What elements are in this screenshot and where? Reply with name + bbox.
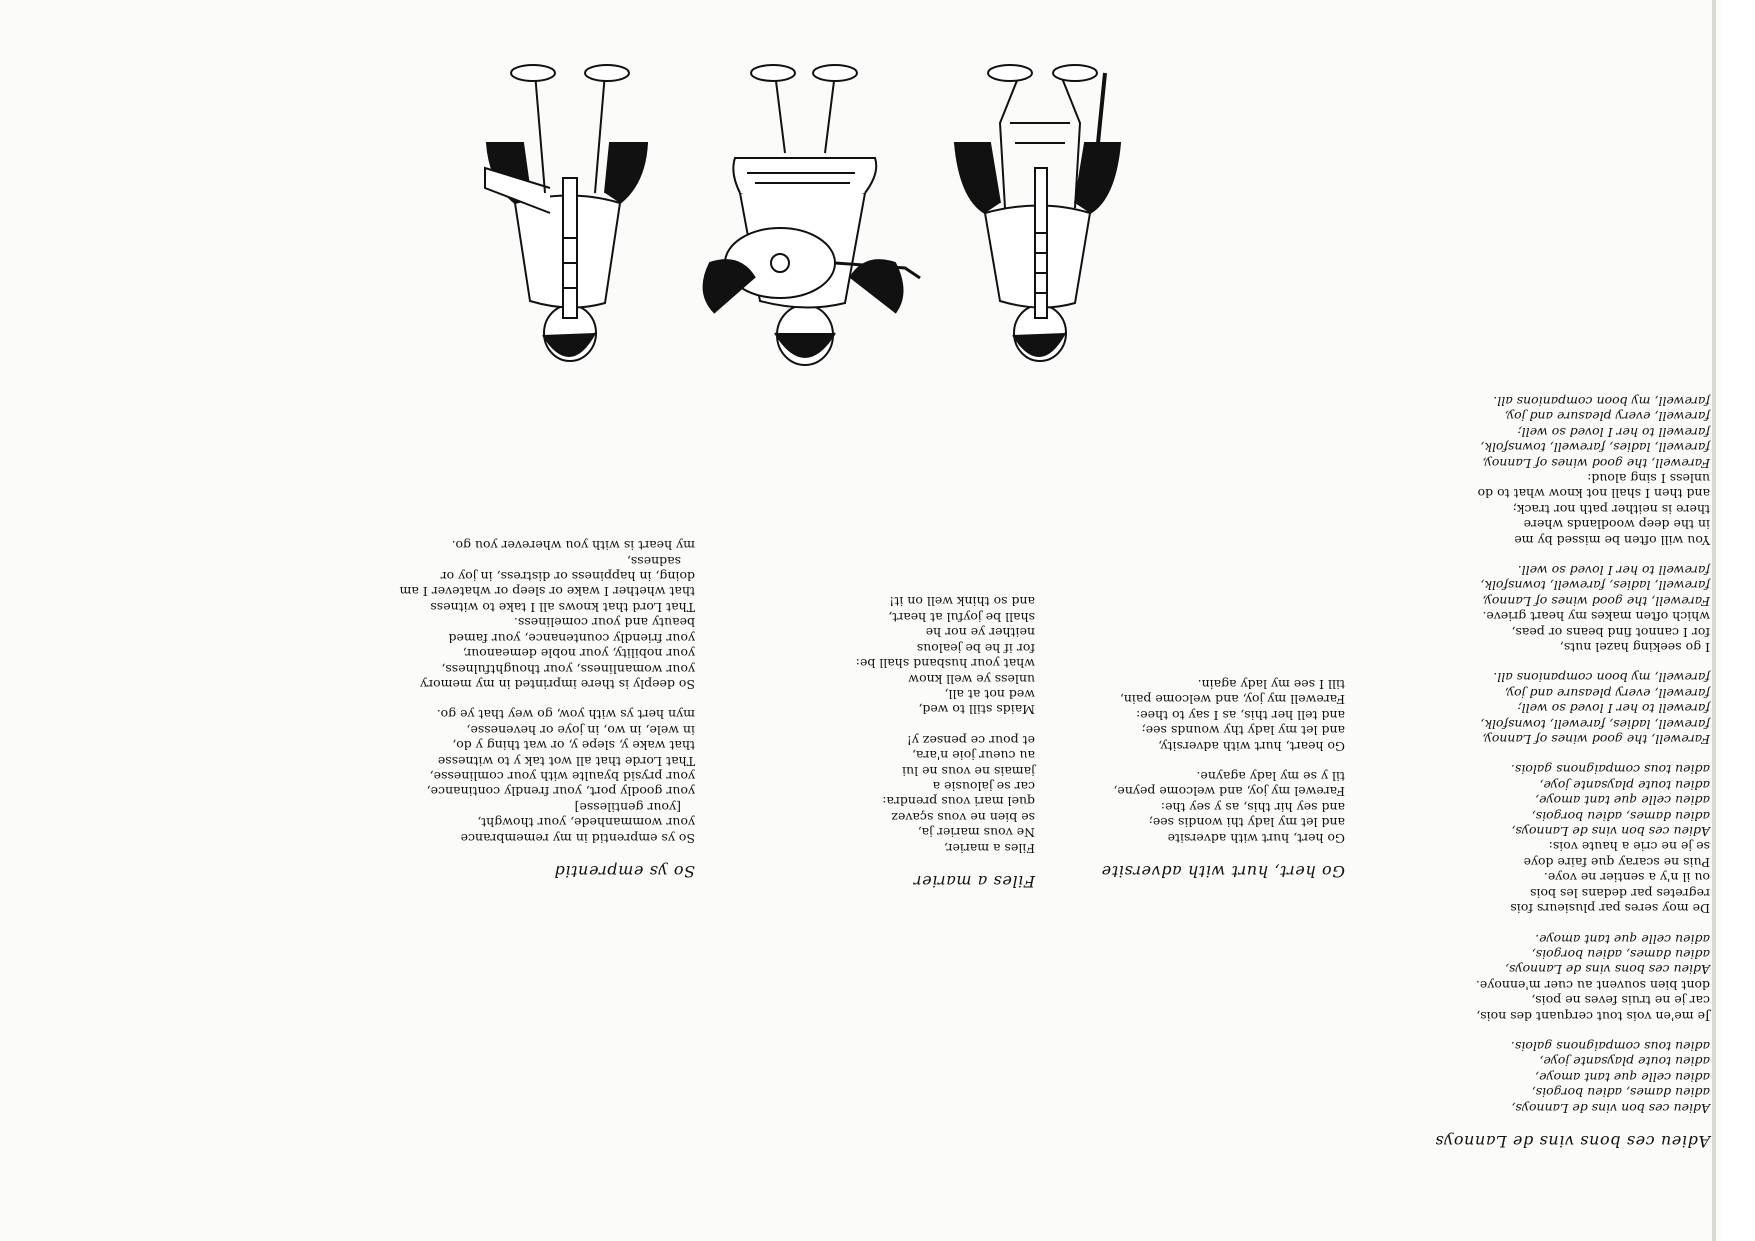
verse-line: That Lorde that all wot tak y to witnesse (437, 753, 695, 769)
verse-line: my heart is with you wherever you go. (451, 538, 695, 554)
verse-line: your wommanhede, your thowght, (477, 815, 695, 831)
stanza (856, 732, 1035, 855)
verse-line: farewell, my boon companions all. (1493, 670, 1710, 686)
lute-player-figure (704, 65, 920, 365)
verse-line: farewell, every pleasure and joy, (1504, 685, 1710, 701)
stanza-gap (1435, 655, 1710, 670)
verse-line: and let my lady thy wounds see; (1141, 723, 1345, 739)
verse-line: adieu dames, adieu borgois, (1531, 1085, 1710, 1101)
verse-line: Farewell, the good wines of Lannoy, (1482, 455, 1710, 471)
verse-line: shall be joyful at heart, (888, 609, 1035, 625)
verse-line: for I cannot find beans or peas, (1511, 624, 1710, 640)
verse-line: Farewell, the good wines of Lannoy, (1482, 732, 1710, 748)
verse-line: se bien ne vous sçavez (891, 809, 1035, 825)
verse-line: your friendly countenance, your famed (448, 630, 695, 646)
verse-line: your goodly port, your frendly continance, (426, 784, 695, 800)
verse-line: dont bien souvent au cuer m'ennoye. (1475, 977, 1710, 993)
verse-line: myn hert ys with yow, go wey that ye go. (436, 707, 695, 723)
poem-so-ys-emprentid (400, 538, 695, 879)
stanza (400, 707, 695, 846)
verse-line: De moy seres par plusieurs fois (1510, 901, 1710, 917)
stanza (1435, 762, 1710, 916)
stanza (1435, 563, 1710, 655)
recorder-player-figure (955, 65, 1120, 361)
verse-line: ou il n'y a sentier ne voye. (1543, 870, 1710, 886)
verse-line: and sey hir this, as y sey the: (1160, 799, 1345, 815)
verse-line: farewell, ladies, farewell, townsfolk, (1480, 716, 1710, 732)
stanza (1435, 1039, 1710, 1116)
verse-line: in the deep woodlands where (1523, 517, 1710, 533)
poem-files-a-marier (856, 594, 1035, 889)
verse-line: se je ne crie a haute vois: (1548, 839, 1710, 855)
verse-line: farewell to her I loved so well. (1517, 563, 1710, 578)
shawm-player-figure (485, 65, 647, 361)
verse-line: farewell, ladies, farewell, townsfolk, (1480, 440, 1710, 456)
stanza (1435, 931, 1710, 1023)
verse-line: in wele, in wo, in joye or hevenesse, (466, 722, 695, 738)
stanza (1435, 670, 1710, 747)
verse-line: Adieu ces bon vins de Lannoys, (1511, 824, 1710, 840)
verse-line: Files a marier, (943, 840, 1035, 856)
verse-line: You will often be missed by me (1514, 532, 1710, 548)
stanza-gap (1435, 916, 1710, 931)
verse-line: and then I shall not know what to do (1477, 486, 1710, 502)
stanza (856, 594, 1035, 717)
verse-line: and tell her this, as I say to thee: (1136, 707, 1345, 723)
stanza-gap (1101, 754, 1345, 769)
verse-line: farewell, my boon companions all. (1493, 393, 1710, 409)
verse-line: unless ye well know (908, 671, 1035, 687)
verse-line: that whether I wake or sleep or whatever I am (399, 584, 695, 600)
verse-line: Farewell my joy, and welcome pain, (1119, 692, 1345, 708)
verse-line: adieu celle que tant amoye. (1535, 931, 1710, 947)
verse-line: farewell, ladies, farewell, townsfolk, (1480, 578, 1710, 594)
verse-line: adieu dames, adieu borgois, (1531, 946, 1710, 962)
stanza (1101, 769, 1345, 846)
verse-line: farewell, every pleasure and joy, (1504, 409, 1710, 425)
verse-line: farewell to her I loved so well; (1517, 701, 1710, 717)
stanza (1435, 394, 1710, 548)
verse-line: unless I sing aloud: (1587, 470, 1710, 486)
stanza-gap (1435, 747, 1710, 762)
verse-line: that wake y, slepe y, or wat thing y do, (452, 738, 695, 754)
verse-line: quel mari vous prendra: (882, 794, 1035, 810)
verse-line: and let my lady thi wondis see; (1148, 815, 1345, 831)
verse-line: [your gentilesse] (574, 799, 681, 815)
verse-line: That Lord that knows all I take to witness (430, 599, 695, 615)
stanza-gap (856, 717, 1035, 732)
verse-line: I go seeking hazel nuts, (1559, 640, 1710, 656)
verse-line: Go hert, hurt with adversite (1167, 830, 1345, 846)
verse-line: your prysid byaulte with your comlinesse, (429, 768, 695, 784)
verse-line: neither ye nor he (925, 625, 1035, 641)
verse-line: car je ne truis feves ne pois, (1531, 993, 1710, 1009)
verse-line: Puis ne scaray que faire doye (1523, 854, 1710, 870)
stanza-gap (1435, 548, 1710, 563)
verse-line: Adieu ces bons vins de Lannoys, (1505, 962, 1710, 978)
musicians-illustration (475, 63, 1135, 373)
verse-line: Farewell, the good wines of Lannoy, (1482, 593, 1710, 609)
verse-line: your womanliness, your thoughtfulness, (441, 661, 695, 677)
verse-line: Farewel my joy, and welcome peyne, (1113, 784, 1345, 800)
verse-line: Maids still to wed, (918, 702, 1035, 718)
verse-line: til y se my lady agayne. (1196, 768, 1345, 784)
poem-go-hert (1101, 677, 1345, 879)
stanza (400, 538, 695, 692)
verse-line: jamais ne vous ne lui (902, 763, 1035, 779)
verse-line: wed not at all, (944, 686, 1035, 702)
verse-line: So deeply is there imprinted in my memory (420, 676, 695, 692)
verse-line: au cueur joie n'ara, (911, 748, 1035, 764)
verse-line: car se jalousie a (932, 778, 1035, 794)
verse-line: Go heart, hurt with adversity, (1158, 738, 1345, 754)
verse-line: doing, in happiness or distress, in joy or (440, 569, 695, 585)
verse-line: adieu celle que tant amoye, (1535, 793, 1710, 809)
poem-adieu (1435, 394, 1710, 1149)
verse-line: till I see my lady again. (1197, 676, 1345, 692)
poem-title: Adieu ces bons vins de Lannoys (1434, 1132, 1710, 1151)
verse-line: Je me'en vois tout cerquant des nois, (1476, 1008, 1710, 1024)
stanza-gap (1435, 1024, 1710, 1039)
verse-line: for if he be jealous (916, 640, 1035, 656)
verse-line: Adieu ces bon vins de Lannoys, (1511, 1100, 1710, 1116)
verse-line: adieu tous compaignons galois. (1510, 1038, 1710, 1054)
verse-line: adieu celle que tant amoye, (1535, 1069, 1710, 1085)
verse-line: sadness, (626, 553, 681, 569)
verse-line: there is neither path nor track; (1512, 501, 1710, 517)
verse-line: regretes par dedans les bois (1530, 885, 1710, 901)
verse-line: adieu tous compaignons galois. (1510, 762, 1710, 778)
verse-line: beauty and your comeliness. (513, 615, 695, 631)
verse-line: So ys emprentid in my remembrance (460, 830, 695, 846)
verse-line: et pour ce pensez y! (906, 732, 1035, 748)
verse-line: adieu toute playsante joye, (1539, 777, 1710, 793)
verse-line: which often makes my heart grieve. (1482, 609, 1710, 625)
verse-line: adieu dames, adieu borgois, (1531, 808, 1710, 824)
poem-title: Go hert, hurt with adversite (1101, 862, 1345, 881)
verse-line: farewell to her I loved so well; (1517, 424, 1710, 440)
stanza (1101, 677, 1345, 754)
verse-line: Ne vous marier ja, (917, 825, 1035, 841)
verse-line: adieu toute playsante joye, (1539, 1054, 1710, 1070)
verse-line: and so think well on it! (889, 594, 1035, 610)
verse-line: your nobility, your noble demeanour, (462, 646, 695, 662)
stanza-gap (400, 692, 695, 707)
poem-title: So ys emprentid (553, 862, 695, 881)
verse-line: what your husband shall be: (855, 656, 1035, 672)
poem-title: Files a marier (913, 872, 1035, 891)
